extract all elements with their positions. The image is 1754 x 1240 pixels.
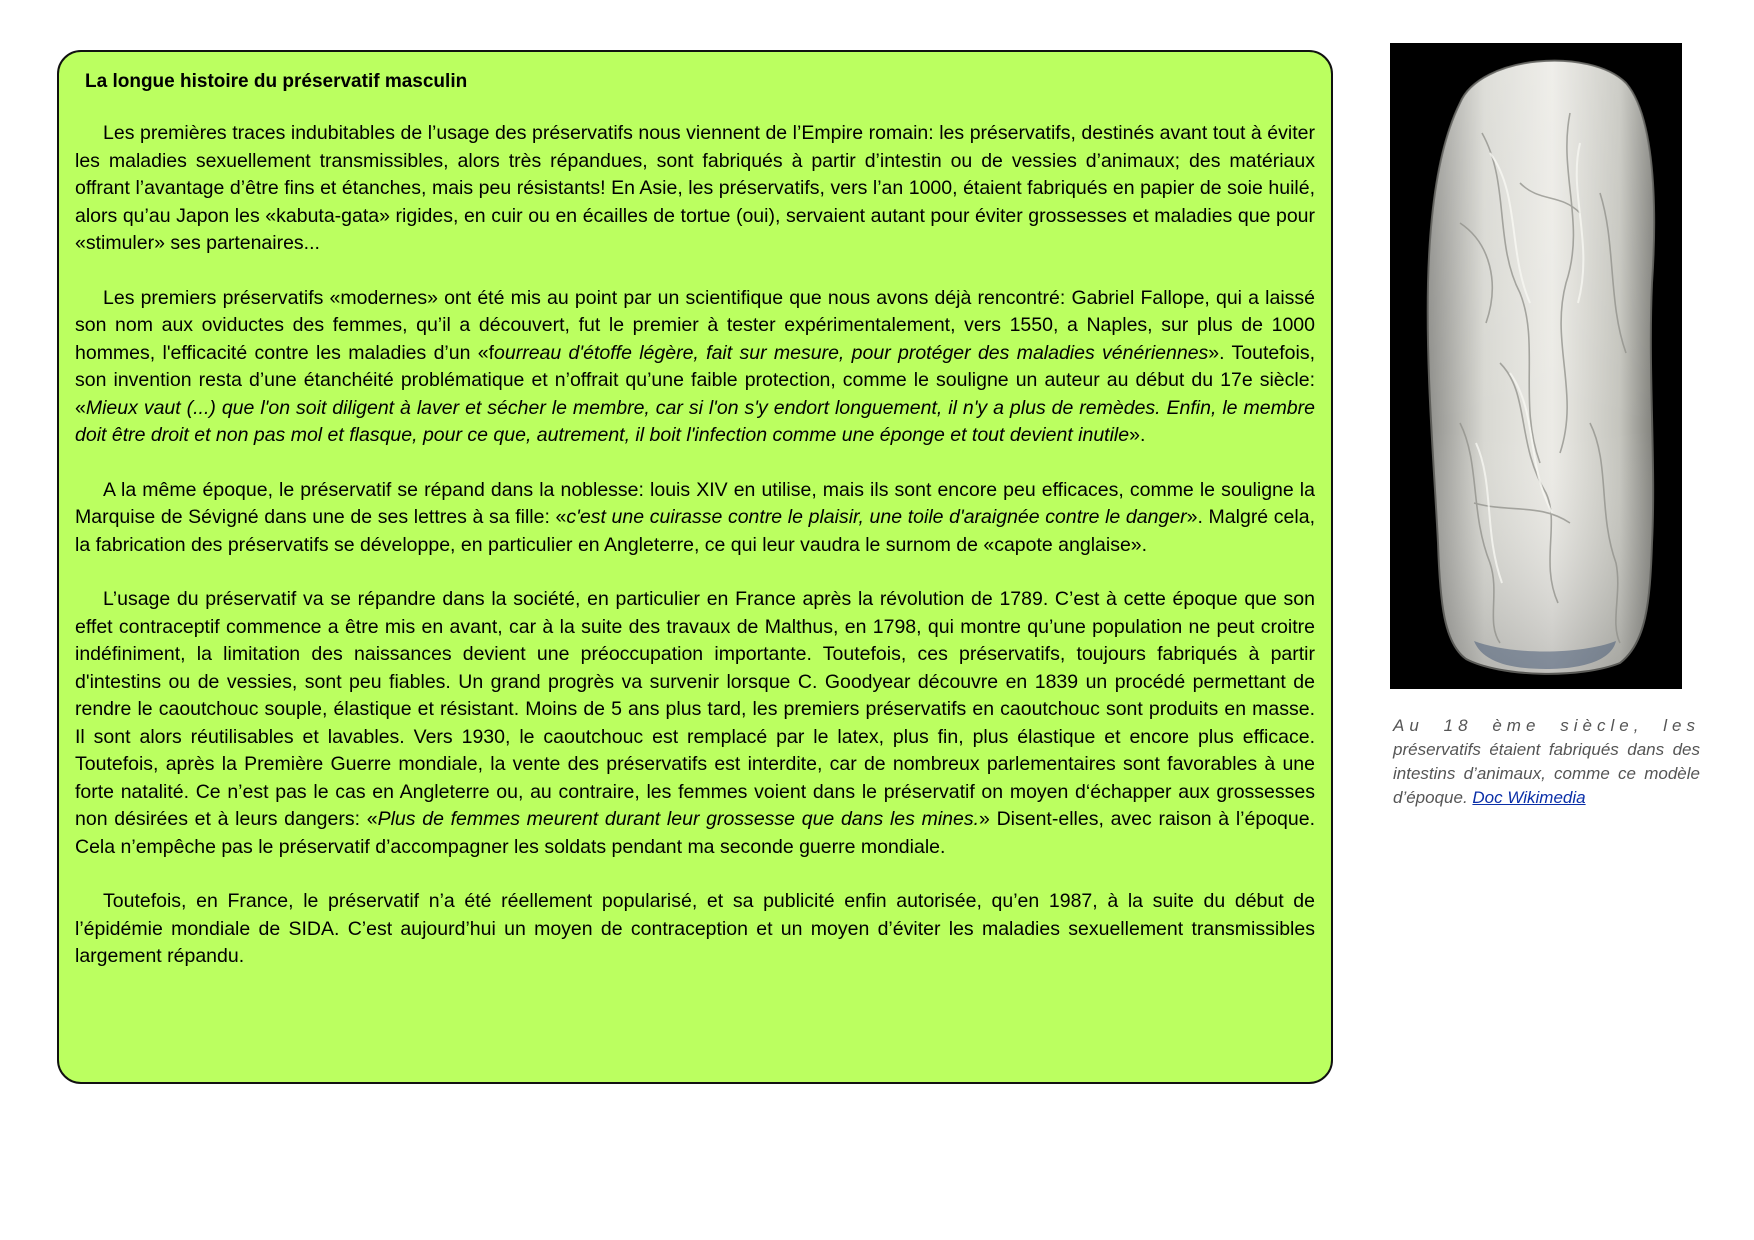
paragraph-text: ». — [1129, 424, 1146, 446]
paragraph-revolution — [75, 586, 1315, 861]
caption-text: préservatifs étaient fabriqués dans des intestins d’animaux, comme ce modèle d’époque. — [1393, 740, 1700, 807]
paragraph-fallope — [75, 285, 1315, 450]
article-box — [57, 50, 1333, 1084]
mines-quote: Plus de femmes meurent durant leur grossesse que dans les mines. — [377, 808, 980, 830]
paragraph-roman-empire: Les premières traces indubitables de l’usage des préservatifs nous viennent de l’Empire romain: les préservatifs, destinés avant tout à éviter les maladies sexuellement transmissibles, alors très répandues, sont fabriqués à partir d’intestin ou de vessies d’animaux; des matériaux offrant l’avantage d’être fins et étanches, mais peu résistants! En Asie, les préservatifs, vers l’an 1000, étaient fabriqués en papier de soie huilé, alors qu’au Japon les «kabuta-gata» rigides, en cuir ou en écailles de tortue (oui), servaient autant pour éviter grossesses et maladies que pour «stimuler» ses partenaires... — [75, 122, 1315, 254]
paragraph-text: ». Toutefois, son invention resta d’une étanchéité problématique et n’offrait qu’une faible protection, comme le souligne un auteur au début du 17e siècle: « — [75, 341, 1315, 419]
paragraph-sida: Toutefois, en France, le préservatif n’a été réellement popularisé, et sa publicité enfin autorisée, qu’en 1987, à la suite du début de l’épidémie mondiale de SIDA. C’est aujourd’hui un moyen de contraception et un moyen d’éviter les maladies sexuellement transmissibles largement répandu. — [75, 890, 1315, 967]
paragraph-louis-xiv — [75, 477, 1315, 560]
paragraph-text: L’usage du préservatif va se répandre dans la société, en particulier en France après la révolution de 1789. C’est à cette époque que son effet contraceptif commence a être mis en avant, car à la suite des travaux de Malthus, en 1798, qui montre qu’une population ne peut croitre indéfiniment, la limitation des naissances devient une préoccupation importante. Toutefois, ces préservatifs, toujours fabriqués à partir d'intestins ou de vessies, sont peu fiables. Un grand progrès va survenir lorsque C. Goodyear découvre en 1839 un procédé permettant de rendre le caoutchouc souple, élastique et résistant. Moins de 5 ans plus tard, les premiers préservatifs en caoutchouc sont produits en masse. Il sont alors réutilisables et lavables. Vers 1930, le caoutchouc est remplacé par le latex, plus fin, plus élastique et encore plus efficace. Toutefois, après la Première Guerre mondiale, la vente des préservatifs est interdite, car de nombreux parlementaires sont favorables à une forte natalité. Ce n’est pas le cas en Angleterre ou, au contraire, les femmes voient dans le préservatif on moyen d‘échapper aux grossesses non désirées et à leurs dangers: « — [75, 588, 1315, 830]
condom-illustration — [1390, 43, 1682, 689]
sevigne-quote: c'est une cuirasse contre le plaisir, une toile d'araignée contre le danger — [566, 506, 1187, 528]
fallope-quote: ourreau d'étoffe légère, fait sur mesure, pour protéger des maladies vénériennes — [494, 341, 1209, 364]
paragraph-text: ». Malgré cela, la fabrication des préservatifs se développe, en particulier en Angleterre, ce qui leur vaudra le surnom de «capote anglaise». — [75, 506, 1315, 556]
wikimedia-link[interactable]: Doc Wikimedia — [1472, 788, 1586, 807]
17th-century-quote: Mieux vaut (...) que l'on soit diligent à laver et sécher le membre, car si l'on s'y endort longuement, il n'y a plus de remèdes. Enfin, le membre doit être droit et non pas mol et flasque, pour ce que, autrement, il boit l'infection comme une éponge et tout devient inutile — [75, 396, 1315, 446]
article-title: La longue histoire du préservatif masculin — [85, 71, 468, 92]
photo-caption — [1393, 714, 1700, 810]
antique-condom-photo — [1390, 43, 1682, 689]
paragraph-text: » Disent-elles, avec raison à l’époque. Cela n’empêche pas le préservatif d’accompagner les soldats pendant ma seconde guerre mondiale. — [75, 808, 1315, 858]
paragraph-text: A la même époque, le préservatif se répand dans la noblesse: louis XIV en utilise, mais ils sont encore peu efficaces, comme le souligne la Marquise de Sévigné dans une de ses lettres à sa fille: « — [75, 478, 1315, 528]
caption-lead: Au 18 ème siècle, les — [1393, 716, 1700, 735]
paragraph-text: Les premiers préservatifs «modernes» ont été mis au point par un scientifique que nous avons déjà rencontré: Gabriel Fallope, qui a laissé son nom aux oviductes des femmes, qu’il a découvert, fut le premier à tester expérimentalement, vers 1550, a Naples, sur plus de 1000 hommes, l'efficacité contre les maladies d’un «f — [75, 286, 1315, 364]
